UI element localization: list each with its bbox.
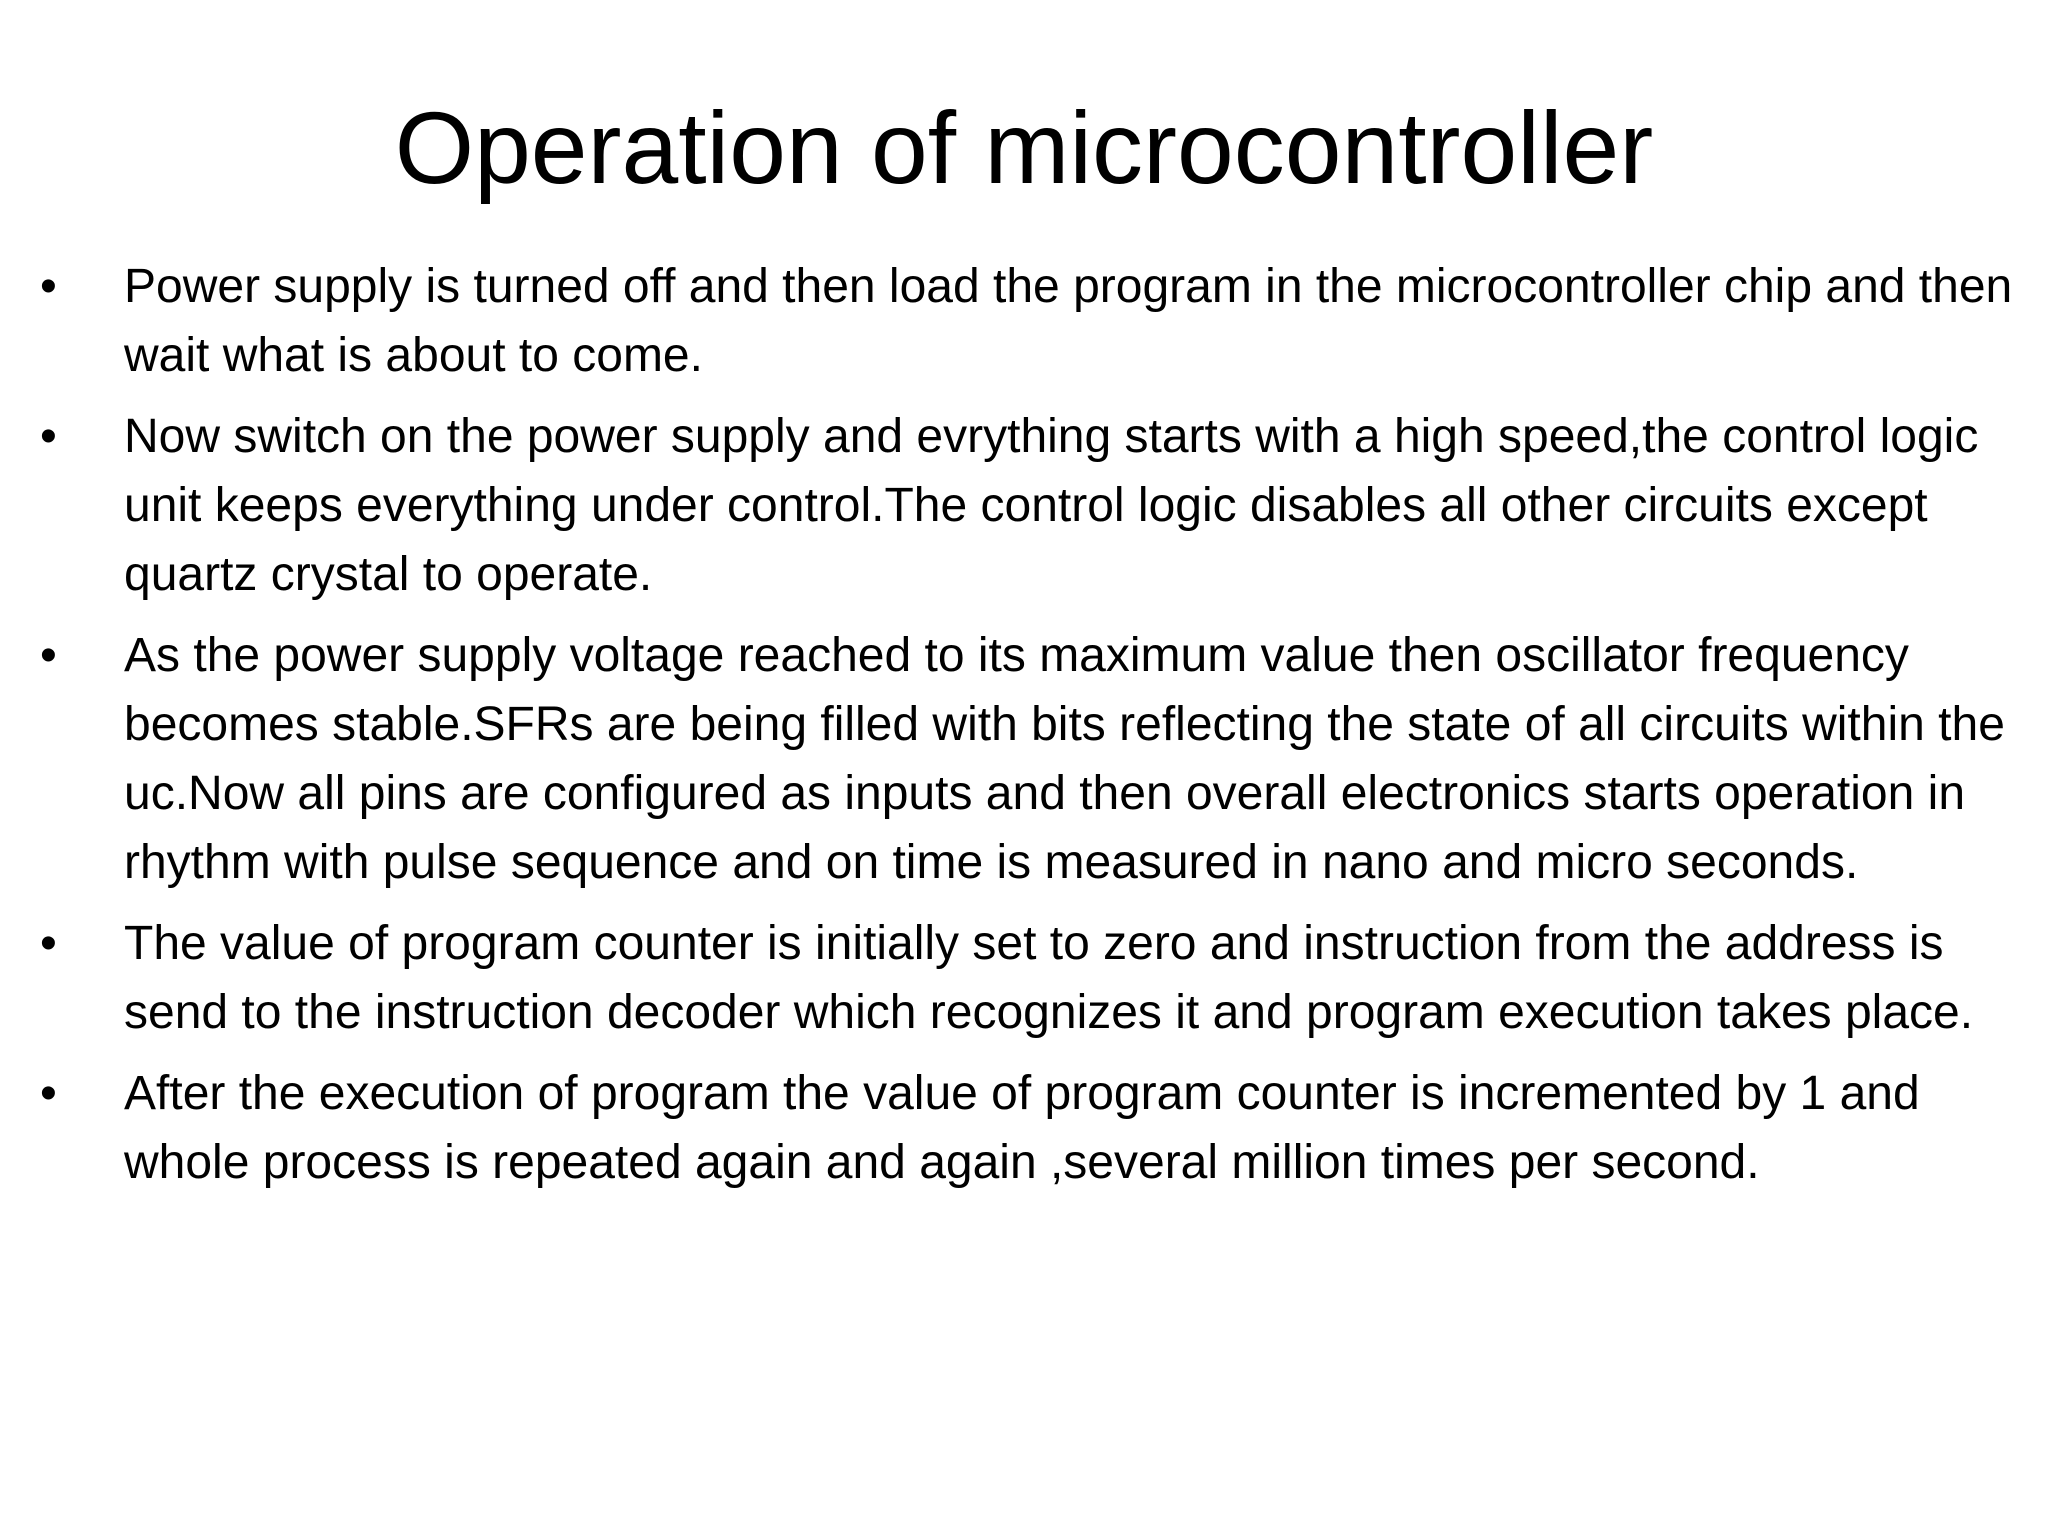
bullet-dot-icon: • xyxy=(40,410,57,463)
bullet-item xyxy=(40,252,2020,390)
slide-title: Operation of microcontroller xyxy=(394,91,1654,205)
bullet-text: Now switch on the power supply and evrything starts with a high speed,the control logic unit keeps everything under control.The control logic disables all other circuits except quartz crystal to operate. xyxy=(124,410,1979,601)
bullet-list xyxy=(40,252,2020,1209)
bullet-text: Power supply is turned off and then load the program in the microcontroller chip and then wait what is about to come. xyxy=(124,260,2013,382)
bullet-item xyxy=(40,621,2020,897)
bullet-text: The value of program counter is initially set to zero and instruction from the address is send to the instruction decoder which recognizes it and program execution takes place. xyxy=(124,917,1974,1039)
bullet-item xyxy=(40,909,2020,1047)
bullet-text: As the power supply voltage reached to its maximum value then oscillator frequency becomes stable.SFRs are being filled with bits reflecting the state of all circuits within the uc.Now all pins are configured as inputs and then overall electronics starts operation in rhythm with pulse sequence and on time is measured in nano and micro seconds. xyxy=(124,629,2005,889)
bullet-item xyxy=(40,402,2020,609)
bullet-dot-icon: • xyxy=(40,260,57,313)
bullet-dot-icon: • xyxy=(40,917,57,970)
bullet-item xyxy=(40,1059,2020,1197)
bullet-text: After the execution of program the value of program counter is incremented by 1 and whole process is repeated again and again ,several million times per second. xyxy=(124,1067,1920,1189)
bullet-dot-icon: • xyxy=(40,1067,57,1120)
bullet-dot-icon: • xyxy=(40,629,57,682)
